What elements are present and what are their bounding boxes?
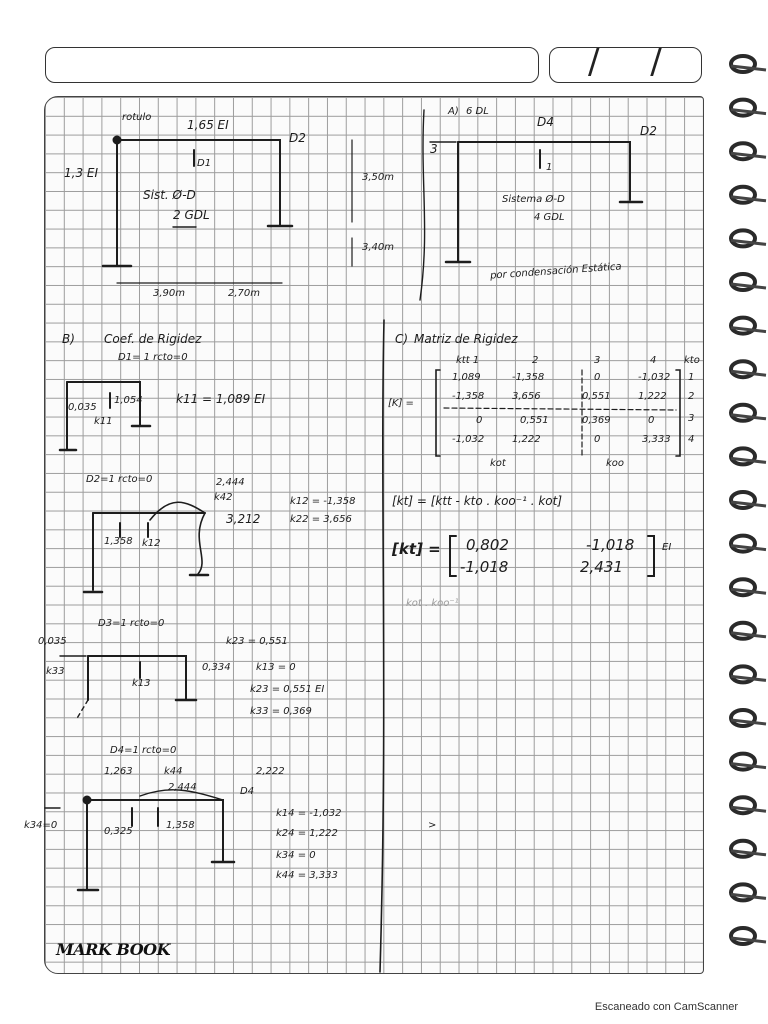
matrix-cell: -1,032 — [452, 434, 485, 445]
frame-beam-right — [458, 142, 630, 200]
section-b-title: Coef. de Rigidez — [104, 332, 202, 346]
case3-k33: k33 — [46, 666, 65, 677]
k44-value: k44 = 3,333 — [276, 870, 338, 881]
faint-note: kot . koo⁻¹ — [406, 598, 459, 609]
k22-value: k22 = 3,656 — [290, 514, 352, 525]
condensation-formula: [kt] = [ktt - kto . koo⁻¹ . kot] — [392, 494, 563, 508]
gdl-label: 2 GDL — [173, 208, 210, 222]
col-header: kto — [684, 355, 700, 366]
stray-mark: > — [428, 820, 437, 831]
gdl-right-label: 6 DL — [466, 106, 489, 117]
scanner-watermark: Escaneado con CamScanner — [594, 1001, 738, 1013]
col-header: 4 — [650, 355, 657, 366]
d1-label: D1 — [197, 158, 212, 169]
case4-k34: k34=0 — [24, 820, 58, 831]
section-c-label: C) — [395, 332, 409, 346]
row-label: 4 — [688, 434, 695, 445]
row-label: 2 — [688, 391, 695, 402]
date-marks: / / — [588, 42, 682, 82]
case1-v2: 1,054 — [114, 395, 143, 406]
row-label: 1 — [688, 372, 695, 383]
d2-right-label: D2 — [640, 124, 657, 138]
section-a-label: A) — [448, 106, 459, 117]
k14-value: k14 = -1,032 — [276, 808, 342, 819]
d1-right-label: 1 — [546, 162, 553, 173]
case1-header: D1= 1 rcto=0 — [118, 352, 188, 363]
divider-line — [380, 320, 384, 972]
matrix-cell: 0 — [476, 415, 483, 426]
gdl4-right-label: 4 GDL — [534, 212, 565, 223]
kot-label: kot — [490, 458, 506, 469]
k34-value: k34 = 0 — [276, 850, 316, 861]
hinge — [114, 137, 121, 144]
d4-right-label: D4 — [537, 115, 554, 129]
matrix-cell: 0 — [648, 415, 655, 426]
result-unit: EI — [662, 542, 672, 553]
case2-vmid: 1,358 — [104, 536, 133, 547]
k33-value: k33 = 0,369 — [250, 706, 312, 717]
case4-va: 1,263 — [104, 766, 133, 777]
rotula-label: rotulo — [122, 112, 152, 123]
case3-vleft: 0,035 — [38, 636, 67, 647]
section-b-label: B) — [62, 332, 75, 346]
matrix-cell: -1,358 — [512, 372, 545, 383]
dim-h1: 3,90m — [153, 288, 186, 299]
dim-v2: 3,40m — [362, 242, 395, 253]
d3-right-label: 3 — [430, 142, 438, 156]
case4-vc: 2,222 — [256, 766, 285, 777]
row-label: 3 — [688, 413, 695, 424]
case2-header: D2=1 rcto=0 — [86, 474, 153, 485]
sistema-right-label: Sistema Ø-D — [502, 194, 565, 205]
result-cell: 2,431 — [580, 558, 623, 576]
matrix-cell: -1,358 — [452, 391, 485, 402]
k12-value: k12 = -1,358 — [290, 496, 356, 507]
result-cell: 0,802 — [466, 536, 509, 554]
matrix-cell: 3,333 — [642, 434, 671, 445]
result-label: [kt] = — [392, 540, 441, 558]
case4-k44: k44 — [164, 766, 183, 777]
case4-vd: 0,325 — [104, 826, 133, 837]
matrix-cell: 3,656 — [512, 391, 541, 402]
case3-vright: 0,334 — [202, 662, 231, 673]
case3-k23: k23 = 0,551 — [226, 636, 288, 647]
dim-h2: 2,70m — [228, 288, 261, 299]
matrix-label: [K] = — [388, 398, 414, 409]
case3-k13: k13 — [132, 678, 151, 689]
k13-value: k13 = 0 — [256, 662, 296, 673]
case4-vb: 2,444 — [168, 782, 197, 793]
result-cell: -1,018 — [586, 536, 635, 554]
matrix-cell: 0,551 — [582, 391, 611, 402]
mark-book-logo: MARK BOOK — [56, 940, 170, 959]
matrix-cell: 0 — [594, 372, 601, 383]
case4-header: D4=1 rcto=0 — [110, 745, 177, 756]
section-c-title: Matriz de Rigidez — [414, 332, 518, 346]
d2-label: D2 — [289, 131, 306, 145]
case4-d4: D4 — [240, 786, 255, 797]
col-header: 3 — [594, 355, 601, 366]
condensacion-label: por condensación Estática — [489, 261, 622, 282]
column-stiffness-label: 1,3 EI — [64, 166, 99, 180]
case1-k: k11 — [94, 416, 113, 427]
col-header: ktt 1 — [456, 355, 480, 366]
k23-value: k23 = 0,551 EI — [250, 684, 325, 695]
k24-value: k24 = 1,222 — [276, 828, 338, 839]
matrix-cell: 0 — [594, 434, 601, 445]
koo-label: koo — [606, 458, 625, 469]
matrix-cell: 1,222 — [638, 391, 667, 402]
matrix-cell: 0,369 — [582, 415, 611, 426]
k11-value: k11 = 1,089 EI — [176, 392, 266, 406]
beam-stiffness-label: 1,65 EI — [187, 118, 229, 132]
case2-k12: k12 — [142, 538, 161, 549]
case2-k42: k42 — [214, 492, 233, 503]
sist-label: Sist. Ø-D — [143, 188, 196, 202]
col-header: 2 — [532, 355, 539, 366]
matrix-cell: 1,089 — [452, 372, 481, 383]
dim-v1: 3,50m — [362, 172, 395, 183]
case2-val-a: 2,444 — [216, 477, 245, 488]
case1-v1: 0,035 — [68, 402, 97, 413]
case4-ve: 1,358 — [166, 820, 195, 831]
matrix-cell: 0,551 — [520, 415, 549, 426]
result-cell: -1,018 — [460, 558, 509, 576]
matrix-cell: 1,222 — [512, 434, 541, 445]
case3-header: D3=1 rcto=0 — [98, 618, 165, 629]
matrix-cell: -1,032 — [638, 372, 671, 383]
case2-right: 3,212 — [226, 512, 261, 526]
